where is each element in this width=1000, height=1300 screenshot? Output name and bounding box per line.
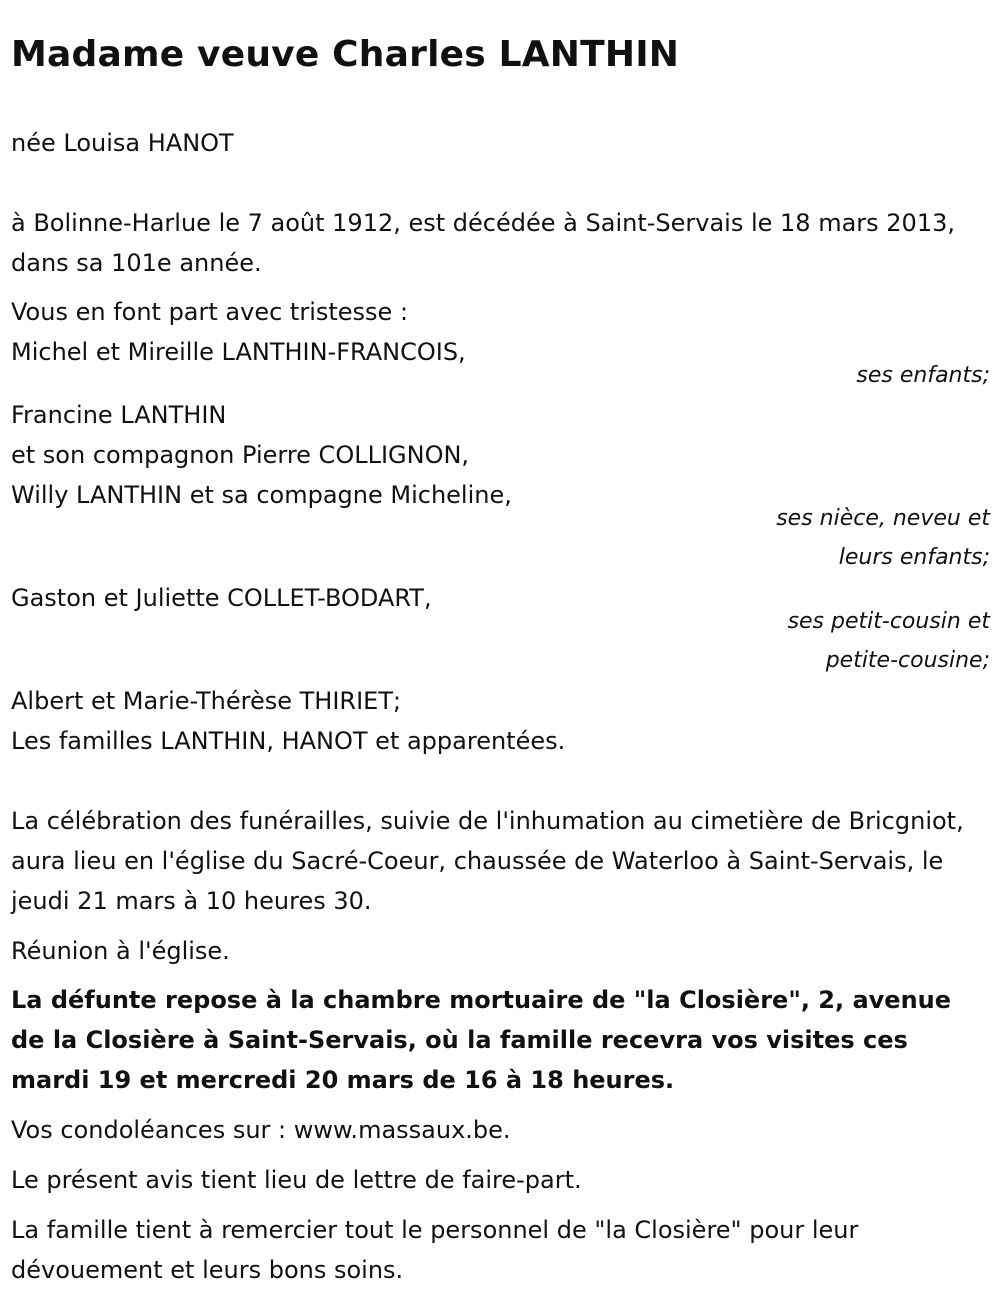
- cousins-names: Gaston et Juliette COLLET-BODART,: [11, 584, 432, 612]
- niece-nephew-role-line-1: ses nièce, neveu et: [776, 506, 990, 531]
- children-names: Michel et Mireille LANTHIN-FRANCOIS,: [11, 338, 466, 366]
- funeral-details: La célébration des funérailles, suivie de l'inhumation au cimetière de Bricgniot, aura lieu en l'église du Sacré-Coeur, chaussée de Waterloo à Saint-Servais, le jeudi 21 mars à 10 heures 30.: [11, 807, 964, 915]
- children-role: ses enfants;: [856, 363, 990, 388]
- letter-notice: Le présent avis tient lieu de lettre de faire-part.: [11, 1166, 582, 1194]
- related-families: Les familles LANTHIN, HANOT et apparentées.: [11, 727, 566, 755]
- nephew-line: Willy LANTHIN et sa compagne Micheline,: [11, 481, 512, 509]
- niece-companion: et son compagnon Pierre COLLIGNON,: [11, 441, 470, 469]
- notice-title: Madame veuve Charles LANTHIN: [11, 34, 680, 75]
- cousins-role-line-2: petite-cousine;: [825, 648, 990, 673]
- niece-nephew-role-line-2: leurs enfants;: [838, 545, 990, 570]
- condolences-line: Vos condoléances sur : www.massaux.be.: [11, 1116, 511, 1144]
- birth-death-dates: à Bolinne-Harlue le 7 août 1912, est décédée à Saint-Servais le 18 mars 2013, dans sa 101e année.: [11, 209, 955, 277]
- family-thanks: La famille tient à remercier tout le personnel de "la Closière" pour leur dévouement et leurs bons soins.: [11, 1216, 859, 1284]
- thiriet-family: Albert et Marie-Thérèse THIRIET;: [11, 687, 402, 715]
- visitation-details: La défunte repose à la chambre mortuaire de "la Closière", 2, avenue de la Closière à Saint-Servais, où la famille recevra vos visites ces mardi 19 et mercredi 20 mars de 16 à 18 heures.: [11, 986, 952, 1094]
- birth-name: née Louisa HANOT: [11, 129, 234, 157]
- cousins-role-line-1: ses petit-cousin et: [787, 609, 990, 634]
- announcement-intro: Vous en font part avec tristesse :: [11, 298, 409, 326]
- niece-name: Francine LANTHIN: [11, 401, 227, 429]
- church-meeting: Réunion à l'église.: [11, 937, 230, 965]
